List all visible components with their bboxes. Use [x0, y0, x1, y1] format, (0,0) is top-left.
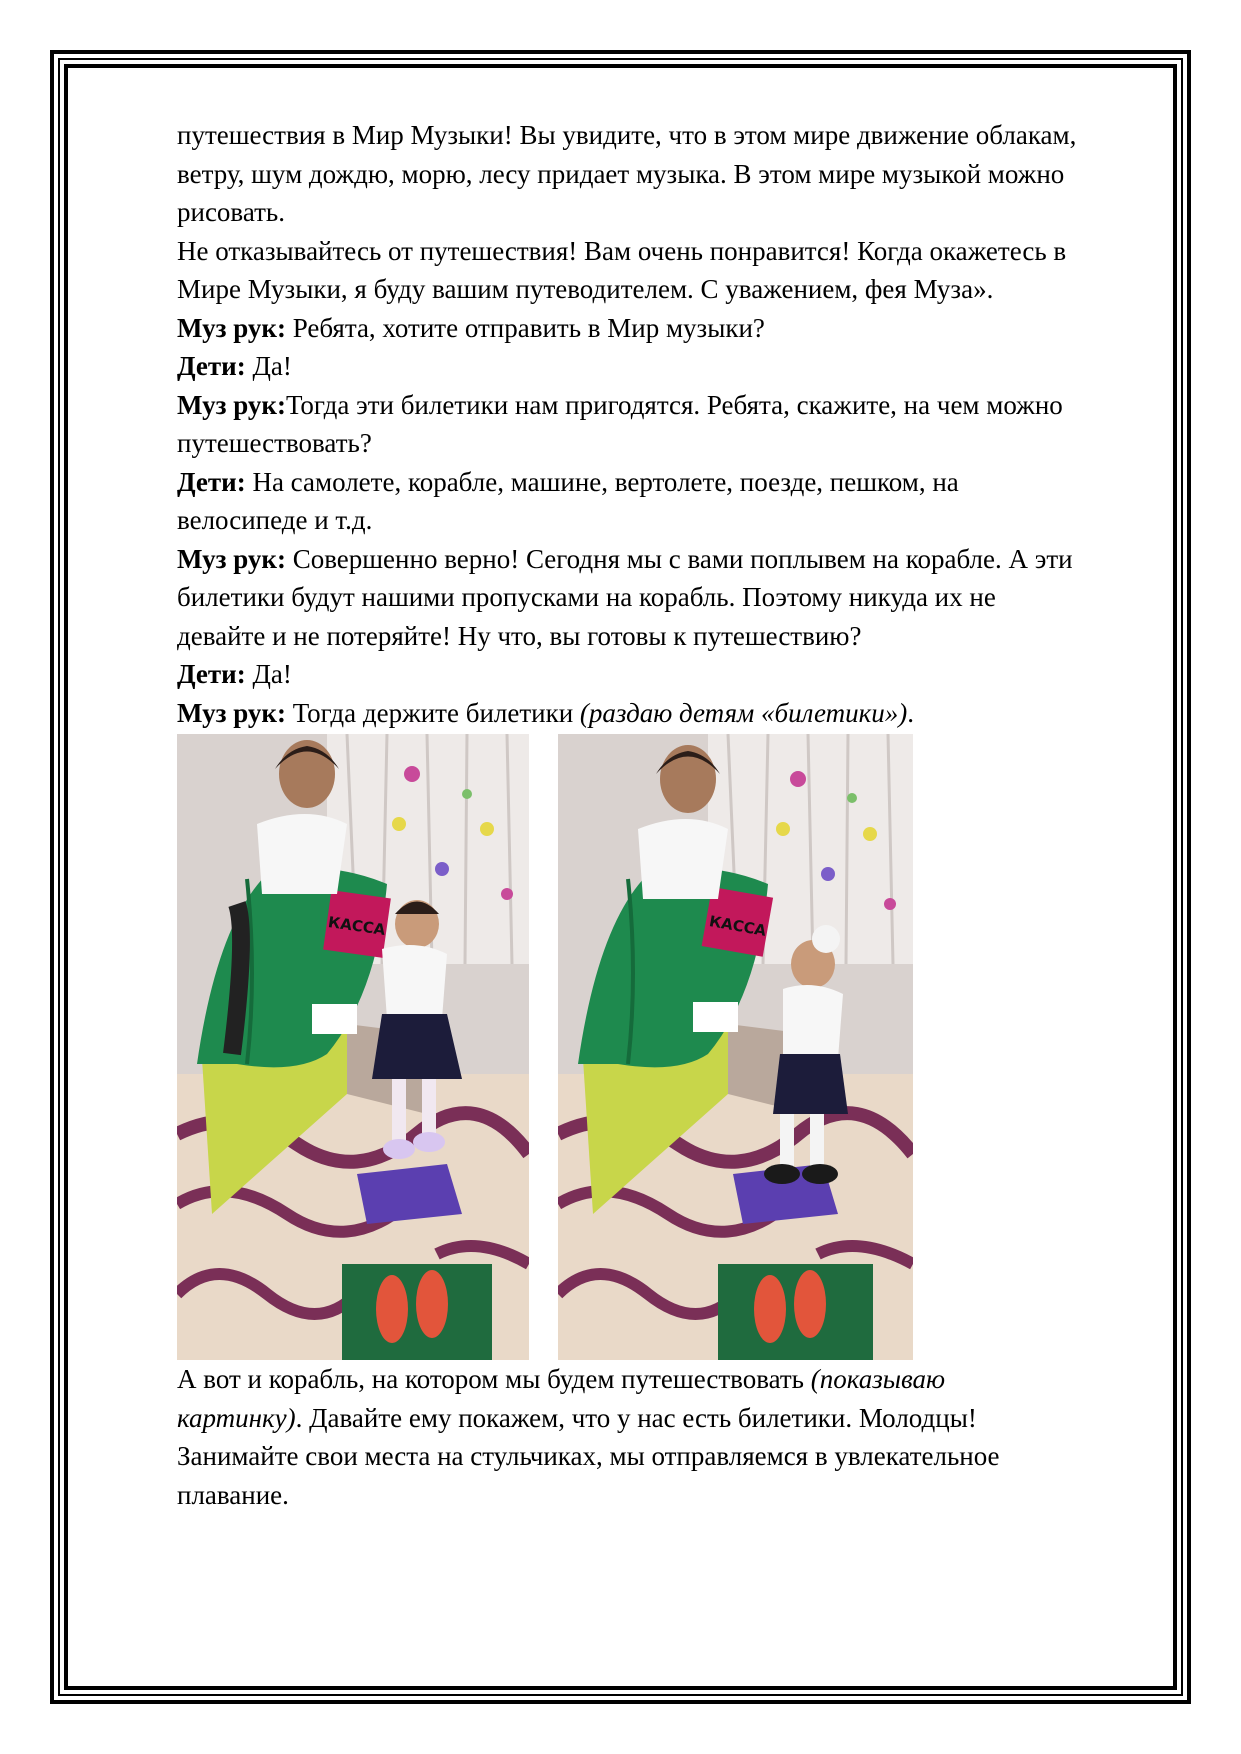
speech-text: девайте и не потеряйте! Ну что, вы готовы к путешествию?: [177, 620, 862, 651]
photo-illustration: [177, 734, 529, 1360]
text-line: Занимайте свои места на стульчиках, мы отправляемся в увлекательное: [177, 1441, 1000, 1471]
speaker-label: Дети:: [177, 466, 246, 497]
dialogue-line: [177, 386, 1167, 463]
text-line: Не отказывайтесь от путешествия! Вам очень понравится! Когда окажетесь в: [177, 235, 1067, 266]
dialogue-line: [177, 655, 1167, 694]
paragraph-intro: [177, 116, 1167, 232]
text-line: путешествия в Мир Музыки! Вы увидите, что в этом мире движение облакам,: [177, 120, 1077, 150]
stage-direction: (раздаю детям «билетики»): [579, 697, 908, 728]
text-line: Мире Музыки, я буду вашим путеводителем. С уважением, фея Муза».: [177, 274, 994, 304]
speaker-label: Муз рук:: [177, 312, 286, 343]
paragraph-ship: [177, 1360, 1167, 1514]
text-line: рисовать.: [177, 197, 285, 227]
photo-row: [177, 734, 1167, 1360]
text-line: ветру, шум дождю, морю, лесу придает музыка. В этом мире музыкой можно: [177, 158, 1065, 189]
speech-text: билетики будут нашими пропусками на корабль. Поэтому никуда их не: [177, 582, 996, 612]
stage-direction: картинку): [177, 1402, 296, 1433]
speaker-separator: [286, 544, 293, 574]
dialogue-line: [177, 540, 1167, 656]
photo-illustration: [558, 734, 913, 1360]
speech-text: велосипеде и т.д.: [177, 505, 373, 535]
paragraph-letter-end: [177, 232, 1167, 309]
sign-text: КАССА: [326, 913, 387, 939]
speech-text: На самолете, корабле, машине, вертолете, поезде, пешком, на: [252, 466, 959, 497]
sign-text: КАССА: [707, 912, 768, 940]
speaker-label: Дети:: [177, 659, 246, 689]
speaker-label: Муз рук:: [177, 389, 286, 420]
dialogue-line: [177, 694, 1167, 733]
text-segment: . Давайте ему покажем, что у нас есть билетики. Молодцы!: [295, 1402, 977, 1433]
speech-text: Совершенно верно! Сегодня мы с вами поплывем на корабле. А эти: [292, 543, 1073, 574]
text-segment: А вот и корабль, на котором мы будем путешествовать: [177, 1364, 811, 1394]
stage-direction: (показываю: [810, 1364, 946, 1394]
speech-text: Тогда эти билетики нам пригодятся. Ребята, скажите, на чем можно: [285, 389, 1063, 420]
speaker-label: Муз рук:: [177, 543, 286, 574]
dialogue-line: [177, 309, 1167, 348]
speaker-separator: [286, 313, 293, 343]
document-body: [177, 116, 1167, 1514]
speech-text: Ребята, хотите отправить в Мир музыки?: [292, 312, 765, 343]
speech-text: Да!: [252, 659, 292, 689]
photo-ticket-office-1: [177, 734, 529, 1360]
speech-text: путешествовать?: [177, 428, 372, 458]
speech-text: Тогда держите билетики: [292, 697, 574, 728]
punctuation: .: [907, 697, 915, 728]
dialogue-line: [177, 347, 1167, 386]
dialogue-line: [177, 463, 1167, 540]
photo-ticket-office-2: [558, 734, 913, 1360]
speaker-label: Дети:: [177, 351, 246, 381]
speech-text: Да!: [252, 351, 292, 381]
text-line: плавание.: [177, 1479, 289, 1510]
speaker-label: Муз рук:: [177, 697, 286, 728]
